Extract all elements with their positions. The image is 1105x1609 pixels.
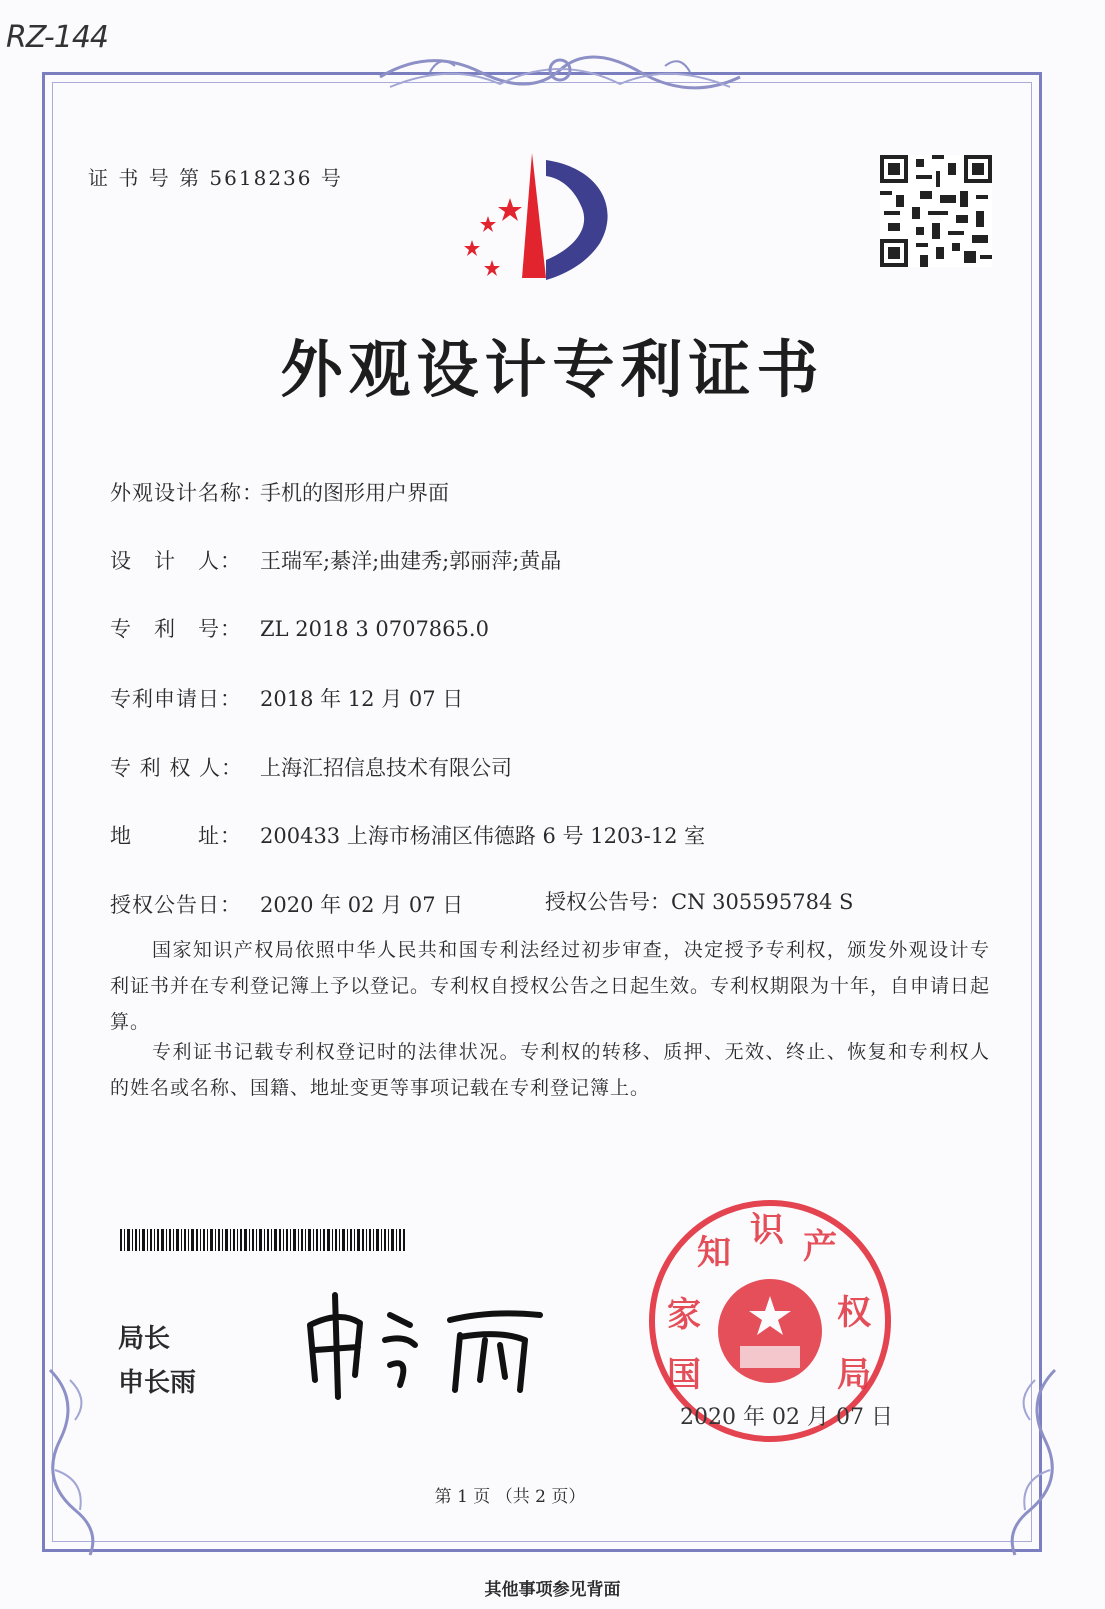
seal-char: 家: [667, 1295, 701, 1335]
field-label: 专 利 号：: [110, 617, 242, 641]
footer-note: 其他事项参见背面: [484, 1580, 621, 1600]
corner-ornament-left-icon: [30, 1360, 120, 1560]
seal-char: 权: [837, 1293, 871, 1333]
cnipa-logo-icon: [450, 148, 630, 288]
corner-ornament-right-icon: [985, 1360, 1075, 1560]
field-label: 授权公告号：: [545, 890, 671, 914]
field-grant-pub-date: [110, 889, 463, 919]
field-value: 手机的图形用户界面: [260, 481, 449, 505]
field-value: 2020 年 02 月 07 日: [260, 893, 464, 917]
field-value: 200433 上海市杨浦区伟德路 6 号 1203-12 室: [260, 824, 706, 848]
field-grant-pub-number: [545, 886, 853, 916]
seal-date: 2020 年 02 月 07 日: [680, 1405, 893, 1430]
field-value: 上海汇招信息技术有限公司: [260, 756, 512, 780]
director-title: 局长: [118, 1324, 171, 1354]
field-label: 专利申请日：: [110, 687, 242, 711]
qr-code-icon: [880, 155, 992, 267]
field-label: 授权公告日：: [110, 893, 242, 917]
field-design-name: [110, 477, 449, 507]
field-label: 地 址：: [110, 824, 242, 848]
seal-char: 识: [750, 1210, 784, 1250]
seal-char: 产: [803, 1227, 837, 1267]
field-patentee: [110, 752, 512, 782]
field-patent-number: [110, 613, 489, 643]
certificate-title: 外观设计专利证书: [280, 333, 825, 406]
field-label: 专 利 权 人：: [110, 756, 244, 780]
seal-char: 国: [667, 1355, 701, 1395]
field-value: 王瑞军;綦洋;曲建秀;郭丽萍;黄晶: [260, 549, 562, 573]
seal-char: 知: [697, 1233, 731, 1273]
handwritten-note: RZ-144: [6, 20, 108, 55]
seal-char: 局: [837, 1355, 871, 1395]
barcode-icon: [120, 1229, 405, 1251]
field-designers: [110, 545, 561, 575]
page-number: 第 1 页 （共 2 页）: [434, 1487, 586, 1507]
statement-paragraph: 国家知识产权局依照中华人民共和国专利法经过初步审查，决定授予专利权，颁发外观设计专利证书并在专利登记簿上予以登记。专利权自授权公告之日起生效。专利权期限为十年，自申请日起算。: [110, 939, 991, 1033]
field-label: 外观设计名称：: [110, 481, 264, 505]
statement-paragraph: 专利证书记载专利权登记时的法律状况。专利权的转移、质押、无效、终止、恢复和专利权人的姓名或名称、国籍、地址变更等事项记载在专利登记簿上。: [110, 1041, 990, 1099]
signature-icon: [290, 1285, 560, 1405]
field-value: CN 305595784 S: [671, 890, 854, 914]
field-value: 2018 年 12 月 07 日: [260, 687, 464, 711]
top-ornament-icon: [370, 42, 750, 102]
field-address: [110, 820, 705, 850]
field-application-date: [110, 683, 463, 713]
director-name: 申长雨: [118, 1368, 197, 1398]
certificate-number: 证 书 号 第 5618236 号: [88, 166, 343, 190]
field-label: 设 计 人：: [110, 549, 242, 573]
field-value: ZL 2018 3 0707865.0: [260, 617, 489, 641]
